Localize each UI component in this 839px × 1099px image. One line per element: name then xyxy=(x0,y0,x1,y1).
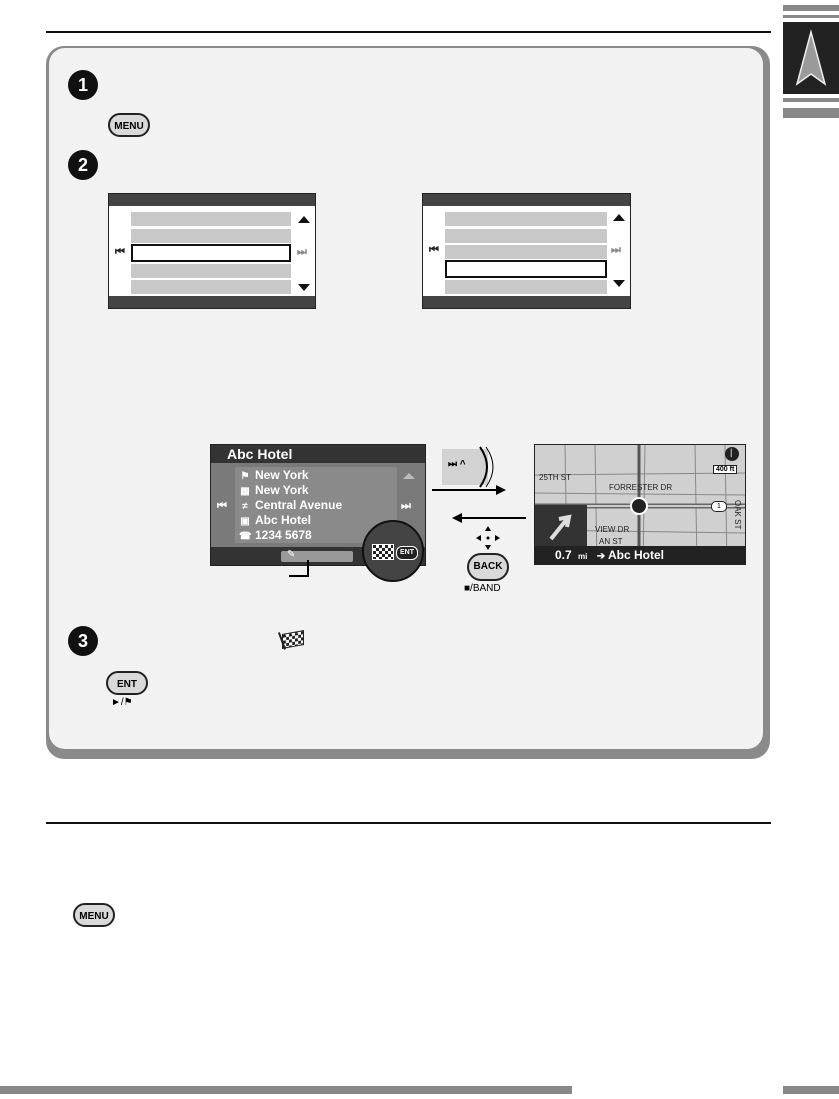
screen-footer-bar xyxy=(109,296,315,308)
menu-screen-left xyxy=(108,193,316,309)
poi-line-text: New York xyxy=(255,483,309,497)
footer-bar-left xyxy=(0,1086,572,1094)
navigation-tab-block xyxy=(783,22,839,94)
skip-forward-icon[interactable]: ⏭ xyxy=(611,244,619,256)
phone-icon: ☎ xyxy=(239,531,252,542)
checkered-flag-icon xyxy=(278,630,306,650)
poi-icon: ▣ xyxy=(240,516,250,527)
arrow-left xyxy=(460,517,526,519)
scroll-up-icon[interactable] xyxy=(403,473,415,479)
list-row[interactable] xyxy=(445,212,607,226)
map-guidance-bar xyxy=(535,546,745,564)
callout-line-horizontal xyxy=(289,575,309,577)
arrow-left-head-icon xyxy=(452,513,462,523)
map-street-label: OAK ST xyxy=(733,500,742,530)
navigation-arrow-icon xyxy=(783,22,839,94)
section-rule xyxy=(46,822,771,824)
back-sub-label: ■/BAND xyxy=(464,583,501,594)
list-row[interactable] xyxy=(445,245,607,259)
list-row[interactable] xyxy=(131,264,291,278)
list-row[interactable] xyxy=(131,229,291,243)
list-row[interactable] xyxy=(445,280,607,294)
poi-line-text: 1234 5678 xyxy=(255,528,312,542)
route-shield: 1 xyxy=(711,501,727,512)
scroll-down-icon[interactable] xyxy=(613,280,625,287)
poi-title: Abc Hotel xyxy=(211,445,425,463)
compass-icon[interactable]: | xyxy=(725,447,739,461)
destination-name: Abc Hotel xyxy=(608,548,665,562)
poi-line-city xyxy=(239,483,309,498)
menu-screen-right xyxy=(422,193,631,309)
step-3-badge: 3 xyxy=(68,626,98,656)
zoom-callout-circle xyxy=(362,520,424,582)
arrow-right xyxy=(432,489,498,491)
map-street-label: FORRESTER DR xyxy=(609,483,673,492)
turn-arrow-icon xyxy=(535,505,587,549)
city-icon: ▦ xyxy=(240,486,250,497)
poi-line-name xyxy=(239,513,311,528)
poi-line-text: Central Avenue xyxy=(255,498,343,512)
list-row-selected[interactable] xyxy=(445,260,607,278)
dial-arc-icon xyxy=(478,445,498,489)
vehicle-position-icon xyxy=(630,497,648,515)
pencil-icon: ✎ xyxy=(287,549,296,560)
list-row[interactable] xyxy=(131,280,291,294)
map-screen xyxy=(534,444,746,565)
turn-indicator xyxy=(535,505,587,549)
side-tab-stripe-bottom2 xyxy=(783,108,839,118)
list-row[interactable] xyxy=(131,212,291,226)
ent-button[interactable]: ENT xyxy=(106,671,148,695)
list-row[interactable] xyxy=(445,229,607,243)
map-scale[interactable]: 400 ft xyxy=(713,465,737,474)
side-tab-stripe-top2 xyxy=(783,15,839,18)
distance-unit: mi xyxy=(578,552,588,561)
skip-forward-icon[interactable]: ⏭ xyxy=(297,246,305,258)
skip-back-icon[interactable]: ⏮ xyxy=(429,244,437,256)
skip-back-icon[interactable]: ⏮ xyxy=(115,246,123,258)
footer-bar-right xyxy=(783,1086,839,1094)
map-street-label: AN ST xyxy=(599,537,623,546)
poi-line-text: Abc Hotel xyxy=(255,513,312,527)
screen-header-bar xyxy=(109,194,315,206)
poi-line-text: New York xyxy=(255,468,309,482)
destination-arrow-icon: ➔ xyxy=(596,551,606,562)
scroll-up-icon[interactable] xyxy=(613,214,625,221)
flag-icon: ⚑ xyxy=(240,471,250,482)
skip-forward-icon[interactable]: ⏭ xyxy=(401,500,409,512)
step-1-badge: 1 xyxy=(68,70,98,100)
poi-line-phone xyxy=(239,528,312,543)
arrow-right-head-icon xyxy=(496,485,506,495)
scroll-up-icon[interactable] xyxy=(298,216,310,223)
joystick-icon[interactable] xyxy=(476,526,500,550)
ent-chip: ENT xyxy=(396,546,418,560)
poi-line-state xyxy=(239,468,309,483)
skip-label: ⏭ ^ xyxy=(448,459,466,470)
poi-line-street xyxy=(239,498,342,513)
ent-sub-label: ►/⚑ xyxy=(111,697,133,708)
scroll-down-icon[interactable] xyxy=(298,284,310,291)
checkered-flag-icon xyxy=(372,544,394,560)
skip-back-icon[interactable]: ⏮ xyxy=(217,500,225,512)
map-street-label: 25TH ST xyxy=(539,473,572,482)
street-icon: ≠ xyxy=(242,501,248,512)
menu-button[interactable]: MENU xyxy=(108,113,150,137)
set-destination-bar[interactable] xyxy=(281,551,353,562)
list-row-selected[interactable] xyxy=(131,244,291,262)
procedure-panel xyxy=(49,48,763,749)
screen-header-bar xyxy=(423,194,630,206)
menu-button-bottom[interactable]: MENU xyxy=(73,903,115,927)
back-button[interactable]: BACK xyxy=(467,553,509,581)
side-tab-stripe-bottom xyxy=(783,98,839,102)
map-street-label: VIEW DR xyxy=(595,525,630,534)
side-tab-stripe-top xyxy=(783,5,839,11)
top-rule xyxy=(46,31,771,33)
callout-line-vertical xyxy=(307,560,309,576)
step-2-badge: 2 xyxy=(68,150,98,180)
screen-footer-bar xyxy=(423,296,630,308)
distance-value: 0.7 xyxy=(555,548,572,562)
